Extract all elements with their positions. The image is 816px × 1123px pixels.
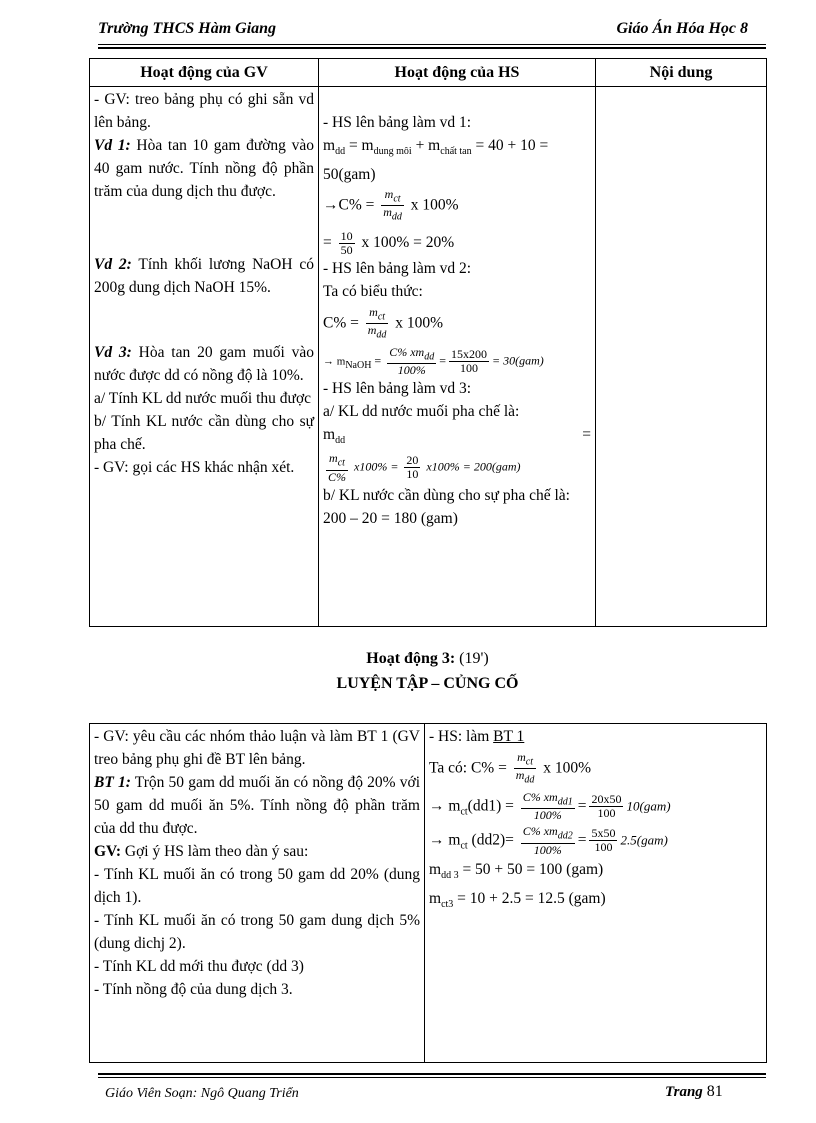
gv-last: - GV: gọi các HS khác nhận xét. (94, 459, 295, 476)
hs-vd2: - HS lên bảng làm vd 2: (323, 259, 472, 277)
vd3-b: b/ Tính KL nước cần dùng cho sự pha chế. (94, 413, 314, 453)
hs2-eq4: $m_{dd 3} = 50 + 50 = 100$ (gam) (429, 860, 604, 881)
hs-eq3: = $\frac{10}{50}$ x 100% = 20% (323, 228, 455, 257)
hs2-eq2: → $m_{ct}(dd1)$ = $\frac{C\% xm_{dd1}}{100\%}$ = $\frac{20x50}{100}$ 10(gam) (429, 789, 671, 823)
bt1: BT 1: Trộn 50 gam dd muối ăn có nồng độ 20% với 50 gam dd muối ăn 5%. Tính nồng độ phần trăm của dd thu được. (94, 774, 421, 837)
content-cell (596, 87, 767, 627)
step-4: - Tính nồng độ của dung dịch 3. (94, 981, 293, 998)
gv-hint: GV: Gợi ý HS làm theo dàn ý sau: (94, 843, 309, 860)
hs2-eq1: Ta có: C% = $\frac{m_{ct}}{m_{dd}}$ x 100% (429, 750, 592, 786)
hs-eq4: C% = $\frac{m_{ct}}{m_{dd}}$ x 100% (323, 304, 444, 341)
table-row (90, 724, 767, 1063)
hs-eq6: $m_{dd}$ = (323, 426, 591, 447)
page-number: Trang 81 (665, 1083, 723, 1100)
subject-title: Giáo Án Hóa Học 8 (616, 20, 748, 37)
school-name: Trường THCS Hàm Giang (98, 20, 277, 37)
gv-cell (90, 87, 319, 627)
activity-table (89, 58, 767, 627)
hs-eq2: →C% = $\frac{m_{ct}}{m_{dd}}$ x 100% (323, 187, 459, 223)
gv2-intro: - GV: yêu cầu các nhóm thảo luận và làm BT 1 (GV treo bảng phụ ghi đề BT lên bảng. (94, 728, 420, 768)
hs-vd3: - HS lên bảng làm vd 3: (323, 380, 472, 398)
hs-cell (319, 87, 596, 627)
vd3-a: a/ Tính KL dd nước muối thu được (94, 390, 312, 407)
header-gv: Hoạt động của GV (90, 59, 319, 87)
hs-vd3-a: a/ KL dd nước muối pha chế là: (323, 403, 520, 421)
step-3: - Tính KL dd mới thu được (dd 3) (94, 958, 304, 975)
hs2-eq5: $m_{ct3} = 10 + 2.5 = 12.5$ (gam) (429, 889, 606, 910)
vd3: Vd 3: Hòa tan 20 gam muối vào nước được dd có nồng độ là 10%. (94, 344, 314, 384)
exercise-table (89, 723, 767, 1063)
hs2-intro: - HS: làm BT 1 (429, 728, 525, 745)
section-subtitle: LUYỆN TẬP – CỦNG CỐ (336, 675, 519, 692)
footer-rule (98, 1077, 766, 1078)
step-1: - Tính KL muối ăn có trong 50 gam dd 20% (dung dịch 1). (94, 866, 420, 906)
hs-taco: Ta có biểu thức: (323, 282, 423, 300)
page-header (98, 20, 756, 42)
header-content: Nội dung (596, 59, 767, 87)
header-rule (98, 44, 766, 45)
hs-eq1: $m_{dd} = m_{dung môi} + m_{chất tan} = 40 + 10 = 50(gam)$ (323, 137, 549, 184)
table-row (90, 87, 767, 627)
gv-cell-2 (90, 724, 425, 1063)
author-name: Giáo Viên Soạn: Ngô Quang Triển (105, 1086, 299, 1101)
step-2: - Tính KL muối ăn có trong 50 gam dung dịch 5% (dung dichj 2). (94, 912, 420, 952)
header-hs: Hoạt động của HS (319, 59, 596, 87)
hs2-eq3: → $m_{ct}$ (dd2)= $\frac{C\% xm_{dd2}}{100\%}$ = $\frac{5x50}{100}$ 2.5(gam) (429, 824, 668, 857)
section-title: Hoạt động 3: (19') (366, 650, 489, 667)
vd1: Vd 1: Hòa tan 10 gam đường vào 40 gam nước. Tính nồng độ phần trăm của dung dịch thu được. (94, 137, 314, 200)
header-rule-thick (98, 47, 766, 49)
hs-vd3-b: b/ KL nước cần dùng cho sự pha chế là: (323, 486, 570, 504)
vd2: Vd 2: Tính khối lương NaOH có 200g dung dịch NaOH 15%. (94, 256, 315, 296)
table-header-row (90, 59, 767, 87)
hs-cell-2 (425, 724, 767, 1063)
hs-eq7: $\frac{m_{ct}}{C\%}$ x100% = $\frac{20}{10}$ x100% = 200(gam) (328, 451, 521, 484)
footer-rule-thick (98, 1073, 766, 1075)
hs-vd1: - HS lên bảng làm vd 1: (323, 114, 472, 131)
hs-vd3-result: 200 – 20 = 180 (gam) (323, 509, 458, 527)
hs-eq5: → $m_{NaOH}$ = $\frac{C\% xm_{dd}}{100\%}$ = $\frac{15x200}{100}$ = 30(gam) (323, 344, 544, 378)
gv-intro: - GV: treo bảng phụ có ghi sẵn vd lên bảng. (94, 91, 314, 131)
